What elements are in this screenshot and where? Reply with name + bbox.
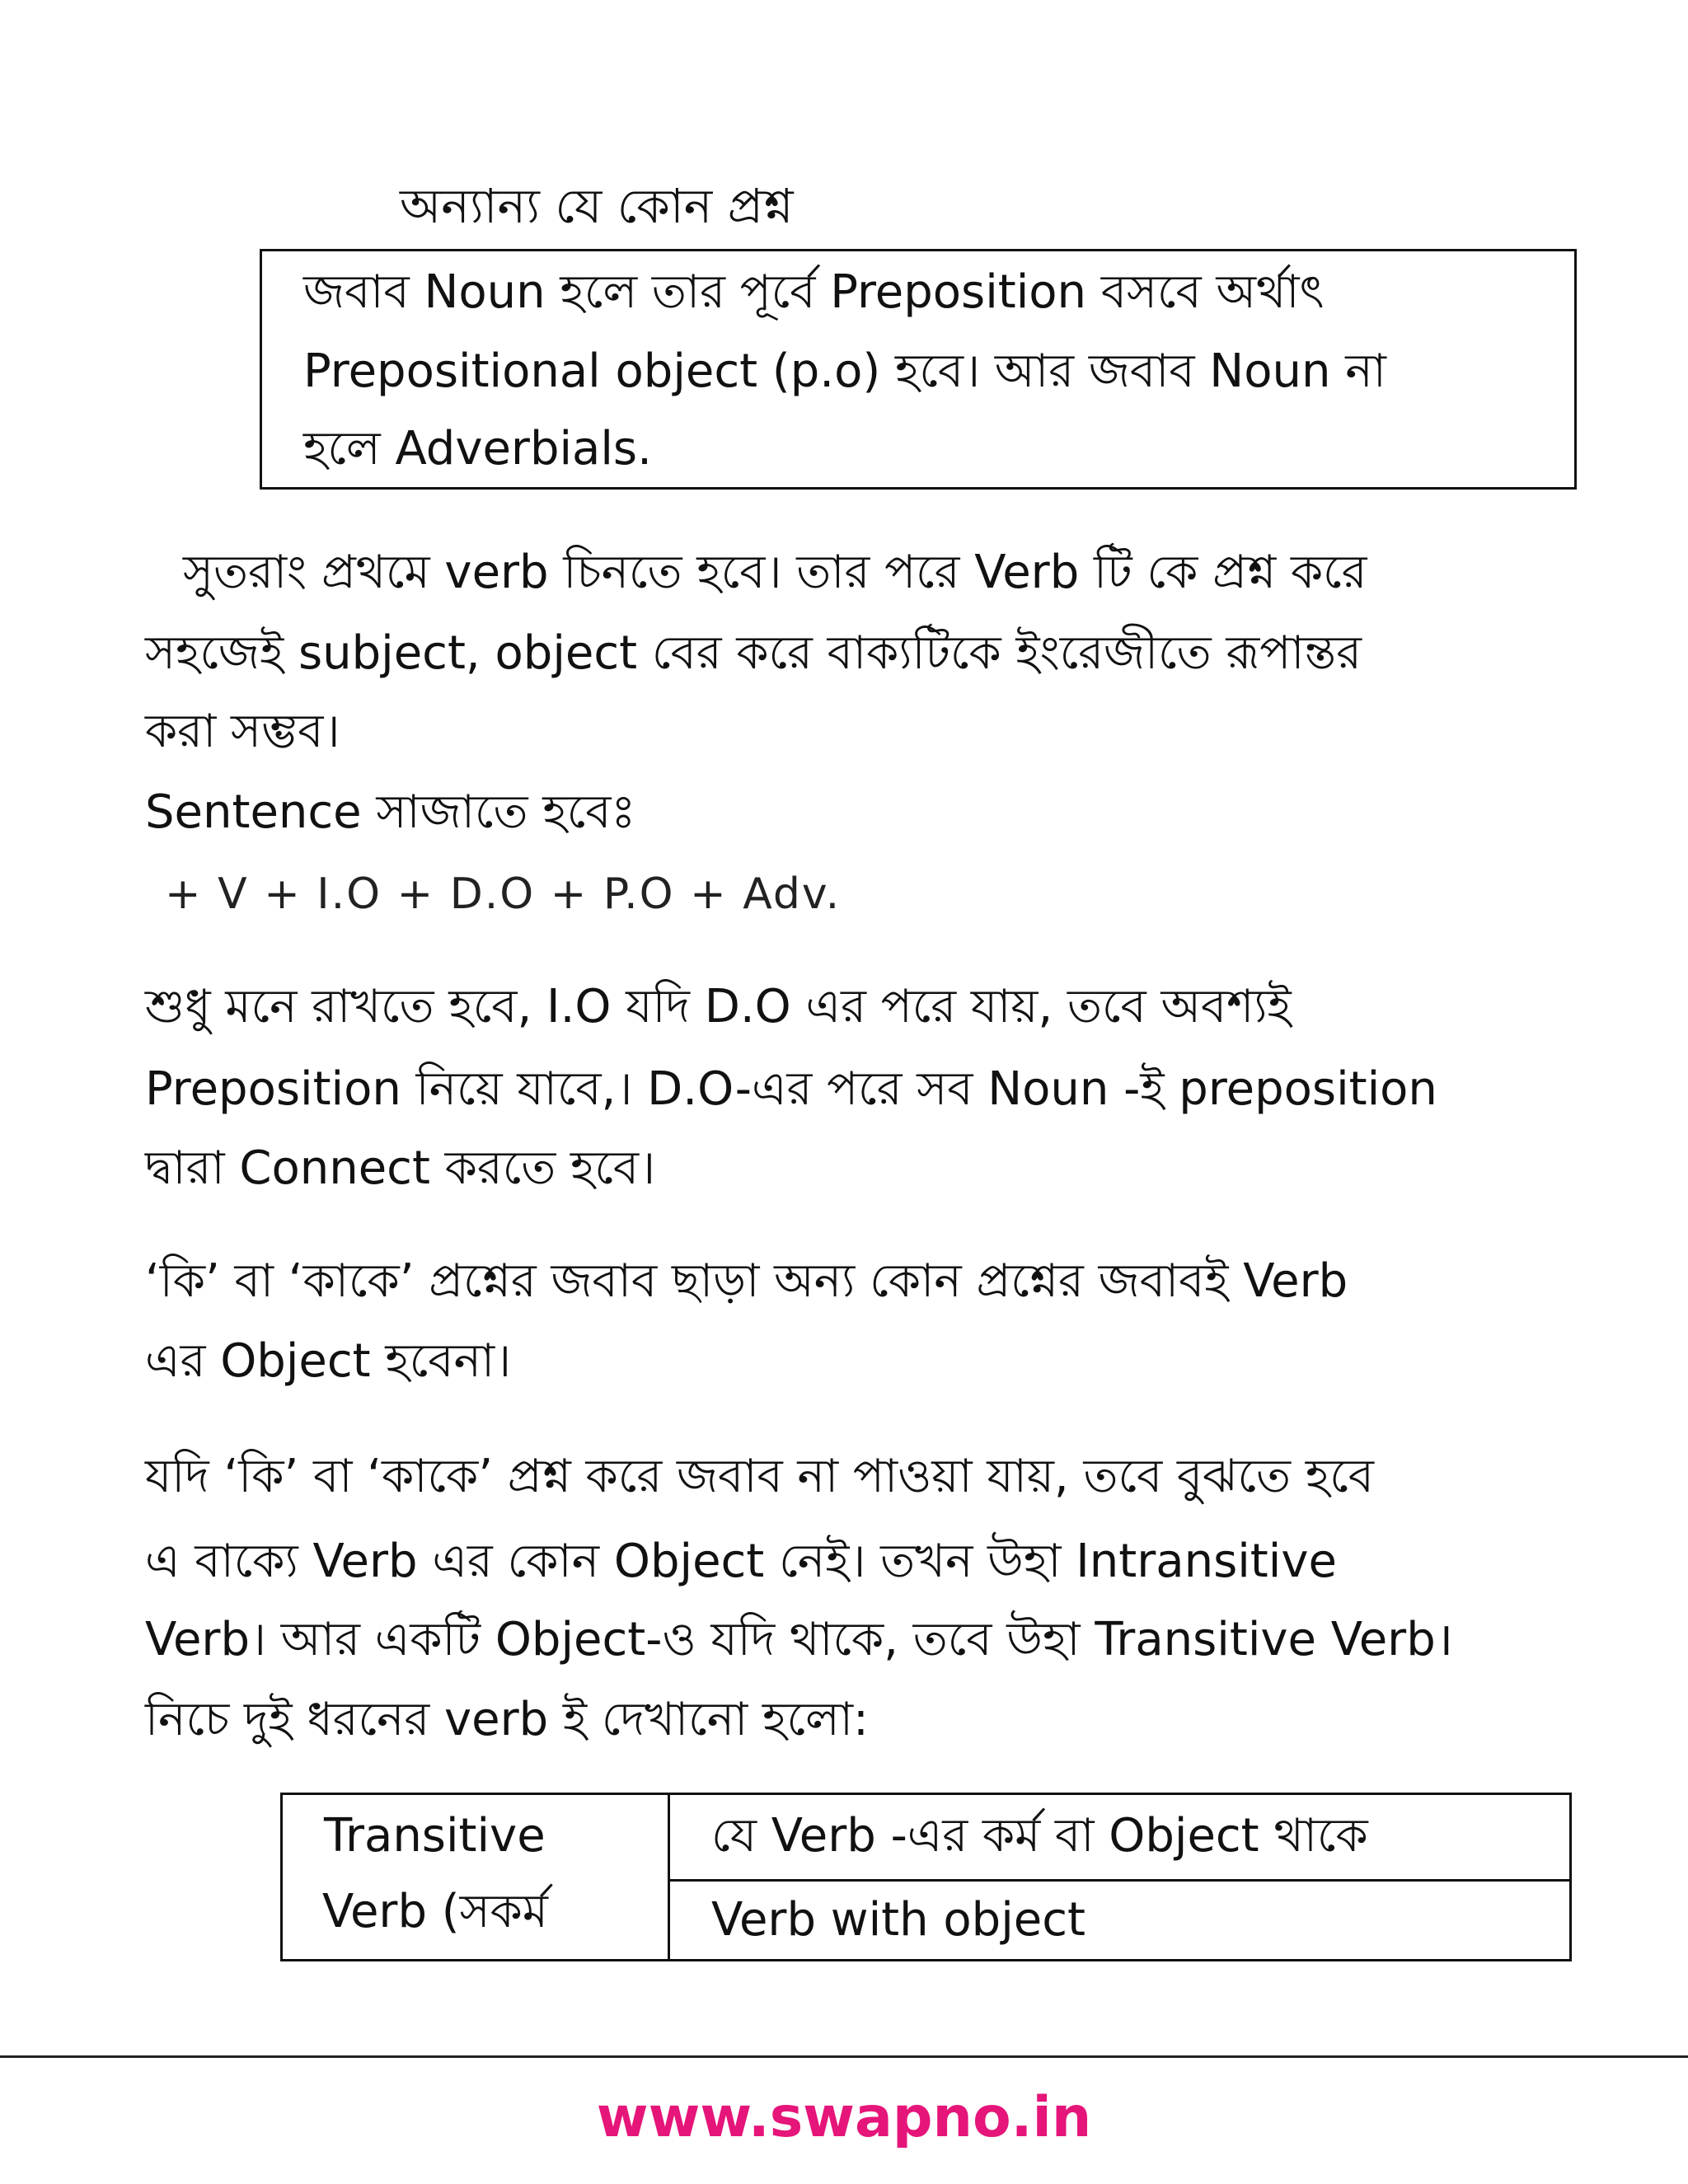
paragraph-line: Verb। আর একটি Object-ও যদি থাকে, তবে উহা Transitive Verb। [145, 1613, 1453, 1666]
paragraph-line: সুতরাং প্রথমে verb চিনতে হবে। তার পরে Verb টি কে প্রশ্ন করে [183, 546, 1367, 599]
table-cell-definition: Verb with object [711, 1893, 1085, 1947]
paragraph-line: করা সম্ভব। [145, 705, 340, 758]
table-cell-term: Verb (সকর্ম [322, 1885, 548, 1938]
paragraph-line: সহজেই subject, object বের করে বাক্যটিকে ইংরেজীতে রূপান্তর [145, 626, 1362, 680]
footer-divider [0, 2055, 1688, 2058]
verb-table [280, 1793, 1572, 1961]
paragraph-line: ‘কি’ বা ‘কাকে’ প্রশ্নের জবাব ছাড়া অন্য কোন প্রশ্নের জবাবই Verb [145, 1254, 1348, 1308]
paragraph-line: Preposition নিয়ে যাবে,। D.O-এর পরে সব Noun -ই preposition [145, 1062, 1437, 1116]
paragraph-line: নিচে দুই ধরনের verb ই দেখানো হলো: [145, 1693, 869, 1746]
sentence-label: Sentence সাজাতে হবেঃ [145, 785, 636, 839]
rule-box-line: জবাব Noun হলে তার পূর্বে Preposition বসবে অর্থাৎ [303, 265, 1325, 319]
footer-website-link[interactable]: www.swapno.in [596, 2085, 1092, 2150]
rule-box [260, 249, 1577, 490]
paragraph-line: যদি ‘কি’ বা ‘কাকে’ প্রশ্ন করে জবাব না পাওয়া যায়, তবে বুঝতে হবে [145, 1450, 1374, 1503]
paragraph-line: শুধু মনে রাখতে হবে, I.O যদি D.O এর পরে যায়, তবে অবশ্যই [145, 980, 1292, 1033]
table-divider [668, 1795, 670, 1959]
table-cell-definition: যে Verb -এর কর্ম বা Object থাকে [711, 1809, 1368, 1863]
paragraph-line: এ বাক্যে Verb এর কোন Object নেই। তখন উহা Intransitive [145, 1535, 1337, 1588]
paragraph-line: এর Object হবেনা। [145, 1334, 512, 1388]
table-cell-term: Transitive [324, 1809, 546, 1863]
sentence-formula: + V + I.O + D.O + P.O + Adv. [165, 869, 842, 919]
rule-box-line: হলে Adverbials. [303, 422, 652, 476]
table-divider [670, 1879, 1569, 1882]
section-heading: অন্যান্য যে কোন প্রশ্ন [400, 178, 794, 234]
rule-box-line: Prepositional object (p.o) হবে। আর জবাব Noun না [303, 344, 1386, 398]
paragraph-line: দ্বারা Connect করতে হবে। [145, 1141, 656, 1195]
